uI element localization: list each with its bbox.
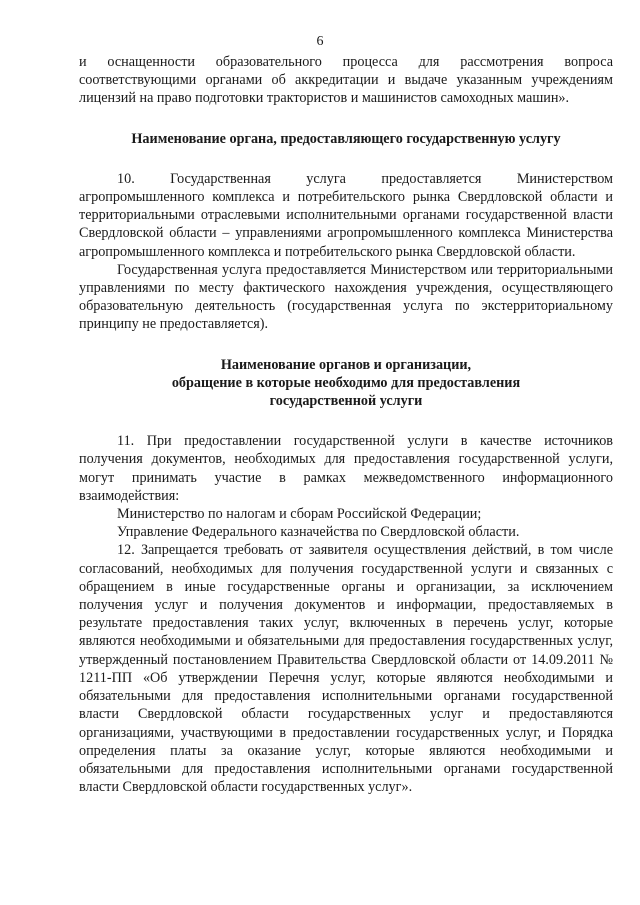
paragraph-11: 11. При предоставлении государственной услуги в качестве источников получения документов, необходимых для предоставления государственной услуги, могут принимать участие в рамках межведомственного информационного взаимодействия: xyxy=(79,433,613,504)
page-number: 6 xyxy=(316,34,324,49)
heading-line-2: обращение в которые необходимо для предоставления xyxy=(171,374,521,391)
paragraph-12: 12. Запрещается требовать от заявителя осуществления действий, в том числе согласований, необходимых для получения государственной услуги и связанных с обращением в иные государственные органы и организации, за исключением получения услуг и получения документов и информации, предоставляемых в результате предоставления таких услуг, включенных в перечень услуг, которые являются необходимыми и обязательными для предоставления государственных услуг, утвержденный постановлением Правительства Свердловской области от 14.09.2011 № 1211-ПП «Об утверждении Перечня услуг, которые являются необходимыми и обязательными для предоставления исполнительными органами государственной власти Свердловской области государственных услуг и предоставляются организациями, участвующими в предоставлении государственных услуг, и Порядка определения платы за оказание услуг, которые являются необходимыми и обязательными для предоставления исполнительными органами государственной власти Свердловской области государственных услуг». xyxy=(79,542,613,796)
paragraph-11-item-tax: Министерство по налогам и сборам Российской Федерации; xyxy=(117,506,482,523)
paragraph-10-continued: Государственная услуга предоставляется Министерством или территориальными управлениями по месту фактического нахождения учреждения, осуществляющего образовательную деятельность (государственная услуга по экстерриториальному принципу не предоставляется). xyxy=(79,261,613,333)
heading-line-3: государственной услуги xyxy=(269,393,423,410)
section-heading-authority: Наименование органа, предоставляющего государственную услугу xyxy=(131,130,561,147)
paragraph-10: 10. Государственная услуга предоставляется Министерством агропромышленного комплекса и потребительского рынка Свердловской области и территориальными отраслевыми исполнительными органами государственной власти Свердловской области – управлениями агропромышленного комплекса Министерства агропромышленного комплекса и потребительского рынка Свердловской области. xyxy=(79,170,613,260)
paragraph-11-item-treasury: Управление Федерального казначейства по Свердловской области. xyxy=(117,524,520,541)
heading-line-1: Наименование органов и организации, xyxy=(220,356,472,373)
section-heading-organizations xyxy=(79,356,613,411)
document-body xyxy=(79,53,613,796)
paragraph-intro: и оснащенности образовательного процесса для рассмотрения вопроса соответствующими органами об аккредитации и выдаче указанным учреждениям лицензий на право подготовки трактористов и машинистов самоходных машин». xyxy=(79,54,613,107)
